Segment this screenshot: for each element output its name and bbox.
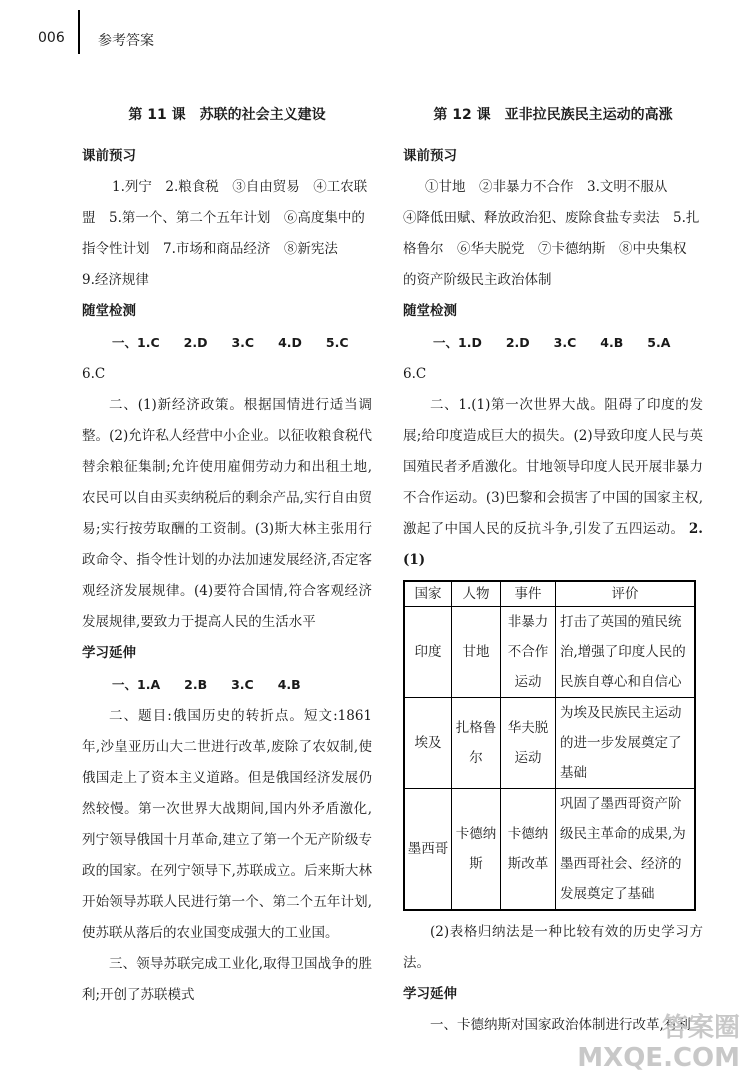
left-column (82, 100, 372, 1011)
mc-answer: 4.D (278, 335, 302, 350)
answer-line: ①甘地 ②非暴力不合作 3.文明不服从 (425, 179, 668, 195)
answer-paragraph: 三、领导苏联完成工业化,取得卫国战争的胜利;开创了苏联模式 (82, 956, 372, 1003)
question-label: 2.(1) (403, 521, 703, 568)
multiple-choice-answers (403, 327, 703, 359)
table-cell: 卡德纳斯改革 (501, 789, 556, 911)
section-heading: 学习延伸 (82, 645, 136, 661)
mc-answer: 一、1.C (112, 335, 160, 350)
table-cell: 为埃及民族民主运动的进一步发展奠定了基础 (556, 698, 696, 789)
mc-answer: 一、1.A (112, 677, 161, 692)
table-header-row (404, 581, 695, 607)
header-divider (78, 10, 80, 54)
table-cell: 非暴力不合作运动 (501, 607, 556, 698)
table-row (404, 607, 695, 698)
answer-paragraph (403, 390, 703, 576)
table-cell: 打击了英国的殖民统治,增强了印度人民的民族自尊心和自信心 (556, 607, 696, 698)
table-cell: 埃及 (404, 698, 452, 789)
answer-paragraph: 二、题目:俄国历史的转折点。短文:1861 年,沙皇亚历山大二世进行改革,废除了农奴制,使俄国走上了资本主义道路。但是俄国经济发展仍然较慢。第一次世界大战期间,国内外矛盾激化,列宁领导俄国十月革命,建立了第一个无产阶级专政的国家。在列宁领导下,苏联成立。后来斯大林开始领导苏联人民进行第一个、第二个五年计划,使苏联从落后的农业国变成强大的工业国。 (82, 708, 372, 941)
mc-answer: 4.B (600, 335, 624, 350)
answer-line: 9.经济规律 (82, 272, 149, 288)
lesson-11-title: 第 11 课 苏联的社会主义建设 (128, 107, 326, 123)
answer-text: 二、1.(1)第一次世界大战。阻碍了印度的发展;给印度造成巨大的损失。(2)导致印度人民与英国殖民者矛盾激化。甘地领导印度人民开展非暴力不合作运动。(3)巴黎和会损害了中国的国家主权,激起了中国人民的反抗斗争,引发了五四运动。 (403, 397, 703, 537)
answer-paragraph: (2)表格归纳法是一种比较有效的历史学习方法。 (403, 924, 703, 971)
answer-line: 1.列宁 2.粮食税 ③自由贸易 ④工农联 (112, 179, 368, 195)
mc-answer: 3.C (553, 335, 577, 350)
table-cell: 墨西哥 (404, 789, 452, 911)
answer-line: 盟 5.第一个、第二个五年计划 ⑥高度集中的 (82, 210, 365, 226)
page-number: 006 (38, 30, 65, 46)
section-heading: 随堂检测 (82, 303, 136, 319)
mc-answer: 2.B (184, 677, 208, 692)
mc-answer: 5.A (647, 335, 671, 350)
table-row (404, 789, 695, 911)
mc-answer: 2.D (505, 335, 530, 350)
mc-answer: 3.C (231, 335, 255, 350)
mc-answer: 2.D (183, 335, 208, 350)
answer-paragraph: 一、卡德纳斯对国家政治体制进行改革,有利 (430, 1017, 691, 1033)
mc-answer: 3.C (231, 677, 254, 692)
watermark-text: 答案圈 (661, 1013, 740, 1043)
table-cell: 印度 (404, 607, 452, 698)
multiple-choice-answers (82, 669, 372, 701)
mc-answer: 4.B (277, 677, 301, 692)
answer-line: 的资产阶级民主政治体制 (403, 272, 552, 288)
section-heading: 随堂检测 (403, 303, 457, 319)
answer-line: 指令性计划 7.市场和商品经济 ⑧新宪法 (82, 241, 338, 257)
table-cell: 扎格鲁尔 (452, 698, 501, 789)
table-cell: 华夫脱运动 (501, 698, 556, 789)
right-column (403, 100, 703, 1041)
mc-answer-6: 6.C (82, 366, 106, 382)
table-header: 事件 (501, 581, 556, 607)
watermark-logo (577, 1013, 740, 1073)
answer-line: ④降低田赋、释放政治犯、废除食盐专卖法 5.扎 (403, 210, 700, 226)
watermark-url: MXQE.COM (577, 1043, 740, 1073)
mc-answer-6: 6.C (403, 366, 427, 382)
section-heading: 课前预习 (82, 148, 136, 164)
table-cell: 巩固了墨西哥资产阶级民主革命的成果,为墨西哥社会、经济的发展奠定了基础 (556, 789, 696, 911)
answer-line: 格鲁尔 ⑥华夫脱党 ⑦卡德纳斯 ⑧中央集权 (403, 241, 687, 257)
mc-answer: 一、1.D (433, 335, 482, 350)
table-cell: 甘地 (452, 607, 501, 698)
table-row (404, 698, 695, 789)
answer-paragraph: 二、(1)新经济政策。根据国情进行适当调整。(2)允许私人经营中小企业。以征收粮食税代替余粮征集制;允许使用雇佣劳动力和出租土地,农民可以自由买卖纳税后的剩余产品,实行自由贸易;实行按劳取酬的工资制。(3)斯大林主张用行政命令、指令性计划的办法加速发展经济,否定客观经济发展规律。(4)要符合国情,符合客观经济发展规律,要致力于提高人民的生活水平 (82, 397, 372, 630)
comparison-table (403, 580, 696, 911)
section-heading: 学习延伸 (403, 986, 457, 1002)
page-header (0, 0, 750, 60)
table-header: 国家 (404, 581, 452, 607)
multiple-choice-answers (82, 327, 372, 359)
table-header: 评价 (556, 581, 696, 607)
lesson-12-title: 第 12 课 亚非拉民族民主运动的高涨 (433, 107, 673, 123)
header-title: 参考答案 (98, 33, 154, 49)
mc-answer: 5.C (325, 335, 349, 350)
section-heading: 课前预习 (403, 148, 457, 164)
table-header: 人物 (452, 581, 501, 607)
table-cell: 卡德纳斯 (452, 789, 501, 911)
